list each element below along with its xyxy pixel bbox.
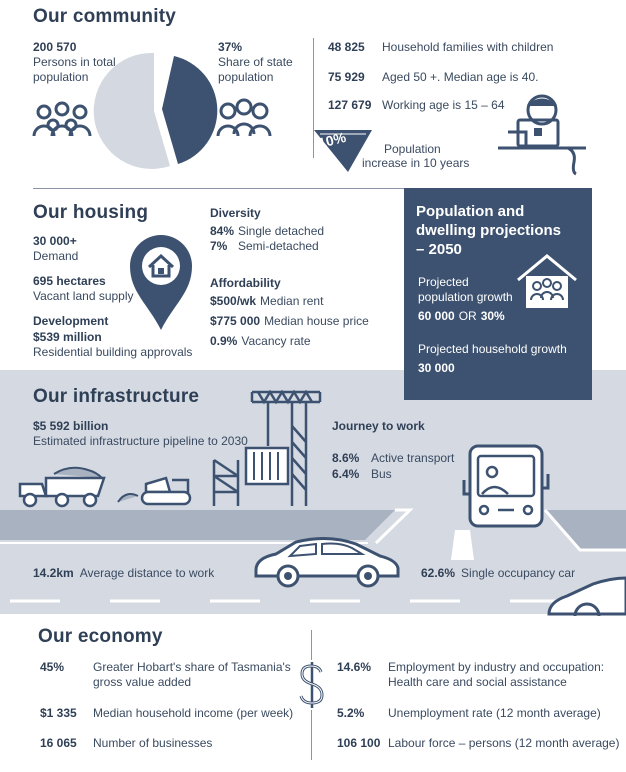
proj-growth-value: 60 000 [418,309,455,323]
distance-row [33,566,214,580]
economy-right-1 [337,706,601,720]
stat-label: Aged 50 +. Median age is 40. [382,70,539,84]
truck-icon [16,464,108,508]
affordability-value: $775 000 [210,314,261,328]
diversity-label: Semi-detached [238,239,319,253]
projections-title-1: Population and [416,203,525,220]
proj-growth-label-1: Projected [418,275,469,289]
economy-label: Labour force – persons (12 month average) [388,736,620,750]
economy-label: Unemployment rate (12 month average) [388,706,601,720]
projections-title [416,202,561,259]
community-stat-0 [328,40,553,54]
car-partial-icon [545,576,626,616]
economy-label-1: Employment by industry and occupation: [388,660,605,674]
journey-row-0 [332,451,454,465]
share-value: 37% [218,40,243,54]
economy-label-1: Greater Hobart's share of Tasmania's [93,660,291,674]
share-label-1: Share of state [218,55,293,69]
affordability-row-1 [210,314,369,328]
diversity-row-1 [210,239,319,253]
pipeline-label: Estimated infrastructure pipeline to 2030 [33,434,248,448]
car-value: 62.6% [421,566,456,580]
diversity-value: 7% [210,239,228,253]
journey-label: Bus [371,467,392,481]
journey-value: 8.6% [332,451,360,465]
demand-value: 30 000+ [33,234,77,248]
affordability-value: $500/wk [210,294,257,308]
dollar-icon [297,660,327,710]
distance-value: 14.2km [33,566,74,580]
house-family-icon [514,252,580,310]
economy-value: $1 335 [40,706,77,720]
community-title: Our community [33,6,177,27]
diversity-heading: Diversity [210,206,261,220]
diversity-label: Single detached [238,224,325,238]
affordability-row-2 [210,334,311,348]
population-label-2: population [33,70,89,84]
pie-chart-icon [94,50,212,172]
economy-label-2: gross value added [93,675,192,689]
economy-left-1 [40,706,293,720]
proj-growth-label-2: population growth [418,290,513,304]
affordability-row-0 [210,294,323,308]
affordability-heading: Affordability [210,276,281,290]
proj-growth-or: OR [458,309,477,323]
population-label-1: Persons in total [33,55,116,69]
stat-label: Household families with children [382,40,554,54]
journey-value: 6.4% [332,467,360,481]
economy-left-2 [40,736,212,750]
journey-label: Active transport [371,451,455,465]
growth-label-2: increase in 10 years [362,156,470,170]
journey-row-1 [332,467,392,481]
economy-label: Number of businesses [93,736,213,750]
stat-value: 48 825 [328,40,365,54]
land-label: Vacant land supply [33,289,134,303]
development-label: Residential building approvals [33,345,193,359]
people-group-icon-2 [216,98,272,142]
diversity-row-0 [210,224,324,238]
car-row [421,566,575,580]
infrastructure-title: Our infrastructure [33,386,200,407]
affordability-label: Median house price [264,314,369,328]
economy-right-0 [337,660,604,690]
affordability-label: Vacancy rate [241,334,311,348]
car-label: Single occupancy car [461,566,576,580]
population-value: 200 570 [33,40,77,54]
proj-growth-row [418,309,505,323]
economy-title: Our economy [38,626,163,647]
stat-label: Working age is 15 – 64 [382,98,505,112]
growth-badge-value: 10% [316,128,348,152]
community-stat-2 [328,98,505,112]
stat-value: 127 679 [328,98,372,112]
economy-value: 5.2% [337,706,365,720]
people-group-icon [32,100,92,145]
projections-title-3: – 2050 [416,241,462,258]
housing-title: Our housing [33,202,149,223]
economy-value: 16 065 [40,736,77,750]
laptop-worker-icon [496,92,596,174]
land-value: 695 hectares [33,274,106,288]
pipeline-value: $5 592 billion [33,419,109,433]
community-stat-1 [328,70,538,84]
proj-growth-pct: 30% [480,309,505,323]
distance-label: Average distance to work [79,566,215,580]
stat-value: 75 929 [328,70,365,84]
economy-value: 14.6% [337,660,372,674]
economy-label [388,660,604,690]
house-pin-icon [128,232,194,332]
affordability-label: Median rent [260,294,324,308]
crane-icon [212,386,322,508]
car-icon [252,532,402,588]
economy-value: 45% [40,660,65,674]
share-label-2: population [218,70,274,84]
growth-label-1: Population [384,142,441,156]
development-heading: Development [33,314,109,328]
projections-title-2: dwelling projections [416,222,562,239]
bulldozer-icon [116,476,194,510]
proj-household-value: 30 000 [418,361,455,375]
journey-heading: Journey to work [332,419,425,433]
proj-household-label: Projected household growth [418,342,567,356]
bus-icon [460,444,554,534]
economy-right-2 [337,736,619,750]
development-value: $539 million [33,330,102,344]
affordability-value: 0.9% [210,334,238,348]
economy-label: Median household income (per week) [93,706,294,720]
diversity-value: 84% [210,224,235,238]
economy-label [93,660,291,690]
economy-value: 106 100 [337,736,381,750]
demand-label: Demand [33,249,79,263]
economy-left-0 [40,660,291,690]
economy-label-2: Health care and social assistance [388,675,567,689]
